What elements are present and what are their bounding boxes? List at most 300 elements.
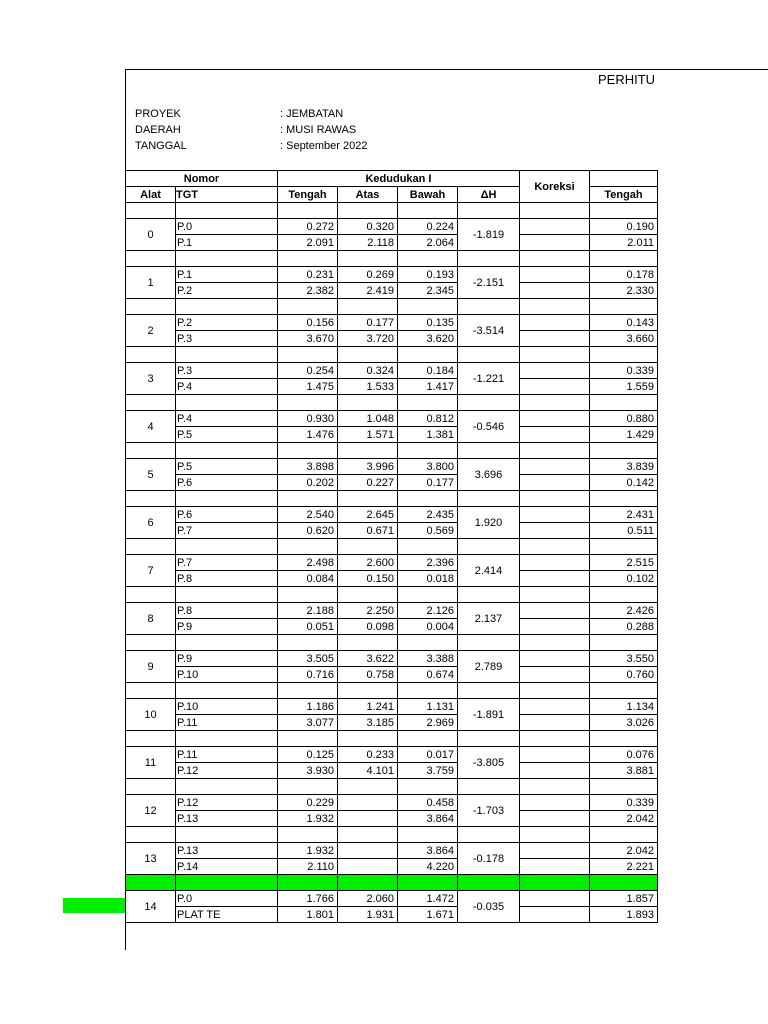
bawah-cell: 0.004 [398, 619, 458, 635]
koreksi-cell [520, 475, 590, 491]
spacer-cell [398, 635, 458, 651]
spacer-cell [398, 731, 458, 747]
tengah-2-cell: 2.426 [590, 603, 658, 619]
tgt-cell: P.4 [176, 411, 278, 427]
bawah-cell: 0.812 [398, 411, 458, 427]
table-row [126, 667, 658, 683]
tengah-cell: 0.930 [278, 411, 338, 427]
spacer-cell [458, 875, 520, 891]
spacer-cell [458, 635, 520, 651]
spacer-cell [126, 299, 176, 315]
koreksi-cell [520, 235, 590, 251]
spacer-row [126, 827, 658, 843]
atas-cell: 0.177 [338, 315, 398, 331]
spacer-cell [278, 203, 338, 219]
bawah-cell: 0.674 [398, 667, 458, 683]
header-kedudukan: Kedudukan I [278, 171, 520, 187]
delta-h-cell: -1.703 [458, 795, 520, 827]
tgt-cell: P.3 [176, 363, 278, 379]
spacer-cell [520, 443, 590, 459]
bawah-cell: 3.620 [398, 331, 458, 347]
atas-cell: 2.060 [338, 891, 398, 907]
tengah-2-cell: 1.429 [590, 427, 658, 443]
alat-cell: 12 [126, 795, 176, 827]
tengah-2-cell: 1.559 [590, 379, 658, 395]
table-row [126, 699, 658, 715]
atas-cell: 0.324 [338, 363, 398, 379]
tengah-2-cell: 2.042 [590, 843, 658, 859]
bawah-cell: 0.017 [398, 747, 458, 763]
spacer-cell [520, 779, 590, 795]
spacer-cell [278, 587, 338, 603]
tengah-2-cell: 0.339 [590, 795, 658, 811]
koreksi-cell [520, 363, 590, 379]
alat-cell: 7 [126, 555, 176, 587]
koreksi-cell [520, 459, 590, 475]
tengah-2-cell: 0.190 [590, 219, 658, 235]
bawah-cell: 1.671 [398, 907, 458, 923]
delta-h-cell: 3.696 [458, 459, 520, 491]
tengah-cell: 0.125 [278, 747, 338, 763]
delta-h-cell: -0.178 [458, 843, 520, 875]
spacer-cell [126, 779, 176, 795]
spacer-row [126, 395, 658, 411]
spacer-cell [126, 731, 176, 747]
spacer-cell [338, 635, 398, 651]
spacer-cell [590, 203, 658, 219]
alat-cell: 1 [126, 267, 176, 299]
tgt-cell: P.11 [176, 715, 278, 731]
spacer-cell [338, 203, 398, 219]
spacer-cell [176, 299, 278, 315]
koreksi-cell [520, 795, 590, 811]
spacer-cell [338, 251, 398, 267]
bawah-cell: 0.569 [398, 523, 458, 539]
tengah-2-cell: 0.143 [590, 315, 658, 331]
alat-cell: 2 [126, 315, 176, 347]
project-label: PROYEK [135, 108, 181, 120]
alat-cell: 9 [126, 651, 176, 683]
tengah-cell: 3.930 [278, 763, 338, 779]
spacer-cell [338, 395, 398, 411]
spacer-row [126, 587, 658, 603]
table-row [126, 459, 658, 475]
table-row [126, 795, 658, 811]
alat-cell: 3 [126, 363, 176, 395]
tengah-cell: 1.801 [278, 907, 338, 923]
tengah-cell: 2.110 [278, 859, 338, 875]
koreksi-cell [520, 283, 590, 299]
bawah-cell: 3.388 [398, 651, 458, 667]
spacer-cell [398, 395, 458, 411]
tengah-2-cell: 3.881 [590, 763, 658, 779]
atas-cell: 3.996 [338, 459, 398, 475]
atas-cell: 2.118 [338, 235, 398, 251]
tengah-2-cell: 3.839 [590, 459, 658, 475]
leveling-table [125, 170, 658, 923]
bawah-cell: 0.458 [398, 795, 458, 811]
header-alat: Alat [126, 187, 176, 203]
table-row [126, 843, 658, 859]
spacer-cell [458, 251, 520, 267]
spacer-cell [590, 299, 658, 315]
spacer-cell [398, 587, 458, 603]
spacer-cell [278, 491, 338, 507]
bawah-cell: 2.345 [398, 283, 458, 299]
tgt-cell: P.11 [176, 747, 278, 763]
tengah-2-cell: 0.880 [590, 411, 658, 427]
spacer-cell [176, 203, 278, 219]
tgt-cell: P.5 [176, 427, 278, 443]
koreksi-cell [520, 219, 590, 235]
spacer-cell [398, 299, 458, 315]
spacer-cell [278, 683, 338, 699]
table-row [126, 523, 658, 539]
koreksi-cell [520, 411, 590, 427]
header-tengah-2: Tengah [590, 187, 658, 203]
spacer-cell [338, 443, 398, 459]
table-row [126, 747, 658, 763]
atas-cell: 1.048 [338, 411, 398, 427]
spacer-cell [458, 203, 520, 219]
tgt-cell: P.0 [176, 219, 278, 235]
spacer-cell [520, 635, 590, 651]
spacer-cell [176, 731, 278, 747]
tengah-2-cell: 0.339 [590, 363, 658, 379]
table-row [126, 331, 658, 347]
tgt-cell: P.1 [176, 267, 278, 283]
tgt-cell: P.7 [176, 523, 278, 539]
tengah-2-cell: 0.076 [590, 747, 658, 763]
tgt-cell: P.10 [176, 699, 278, 715]
table-row [126, 651, 658, 667]
table-row [126, 235, 658, 251]
table-row [126, 907, 658, 923]
table-row [126, 507, 658, 523]
spacer-cell [398, 203, 458, 219]
tgt-cell: P.4 [176, 379, 278, 395]
spacer-cell [590, 395, 658, 411]
spacer-cell [520, 683, 590, 699]
tgt-cell: P.13 [176, 843, 278, 859]
date-value: : September 2022 [280, 140, 368, 152]
spacer-cell [278, 443, 338, 459]
bawah-cell: 2.396 [398, 555, 458, 571]
atas-cell: 0.233 [338, 747, 398, 763]
spacer-cell [126, 539, 176, 555]
spacer-cell [458, 347, 520, 363]
spacer-row [126, 635, 658, 651]
spacer-cell [126, 251, 176, 267]
spacer-cell [590, 491, 658, 507]
delta-h-cell: 2.414 [458, 555, 520, 587]
tengah-2-cell: 2.221 [590, 859, 658, 875]
tengah-cell: 2.498 [278, 555, 338, 571]
table-row [126, 859, 658, 875]
atas-cell: 3.720 [338, 331, 398, 347]
delta-h-cell: -0.546 [458, 411, 520, 443]
spacer-cell [126, 491, 176, 507]
spacer-cell [278, 779, 338, 795]
tengah-2-cell: 2.515 [590, 555, 658, 571]
tengah-2-cell: 3.660 [590, 331, 658, 347]
tgt-cell: P.9 [176, 651, 278, 667]
bawah-cell: 2.126 [398, 603, 458, 619]
tengah-cell: 3.077 [278, 715, 338, 731]
spacer-cell [126, 635, 176, 651]
tgt-cell: P.13 [176, 811, 278, 827]
spacer-cell [176, 443, 278, 459]
spacer-cell [338, 731, 398, 747]
koreksi-cell [520, 331, 590, 347]
atas-cell: 0.269 [338, 267, 398, 283]
spacer-cell [458, 443, 520, 459]
spacer-cell [176, 875, 278, 891]
bawah-cell: 1.381 [398, 427, 458, 443]
atas-cell [338, 811, 398, 827]
header-blank [590, 171, 658, 187]
tgt-cell: PLAT TE [176, 907, 278, 923]
table-row [126, 715, 658, 731]
spacer-cell [176, 347, 278, 363]
spacer-cell [278, 875, 338, 891]
spacer-cell [398, 827, 458, 843]
delta-h-cell: -2.151 [458, 267, 520, 299]
spacer-cell [126, 587, 176, 603]
spacer-cell [398, 779, 458, 795]
tgt-cell: P.5 [176, 459, 278, 475]
table-row [126, 811, 658, 827]
table-row [126, 411, 658, 427]
delta-h-cell: -1.891 [458, 699, 520, 731]
koreksi-cell [520, 427, 590, 443]
row-highlight-stub [63, 898, 125, 913]
spacer-cell [176, 587, 278, 603]
atas-cell: 2.250 [338, 603, 398, 619]
delta-h-cell: -1.819 [458, 219, 520, 251]
koreksi-cell [520, 907, 590, 923]
tengah-2-cell: 2.011 [590, 235, 658, 251]
tengah-2-cell: 1.857 [590, 891, 658, 907]
spacer-cell [176, 635, 278, 651]
area-value: : MUSI RAWAS [280, 124, 357, 136]
spacer-cell [520, 251, 590, 267]
spacer-row [126, 539, 658, 555]
alat-cell: 8 [126, 603, 176, 635]
tengah-cell: 2.091 [278, 235, 338, 251]
spacer-cell [176, 827, 278, 843]
tengah-cell: 0.084 [278, 571, 338, 587]
tgt-cell: P.6 [176, 475, 278, 491]
tgt-cell: P.8 [176, 603, 278, 619]
koreksi-cell [520, 891, 590, 907]
tgt-cell: P.2 [176, 315, 278, 331]
bawah-cell: 3.864 [398, 811, 458, 827]
bawah-cell: 1.417 [398, 379, 458, 395]
tengah-cell: 0.620 [278, 523, 338, 539]
tengah-2-cell: 0.511 [590, 523, 658, 539]
koreksi-cell [520, 571, 590, 587]
atas-cell: 3.622 [338, 651, 398, 667]
spacer-cell [126, 683, 176, 699]
alat-cell: 5 [126, 459, 176, 491]
tengah-2-cell: 2.330 [590, 283, 658, 299]
alat-cell: 4 [126, 411, 176, 443]
atas-cell: 2.645 [338, 507, 398, 523]
tgt-cell: P.14 [176, 859, 278, 875]
spacer-cell [590, 443, 658, 459]
spacer-cell [458, 587, 520, 603]
table-row [126, 363, 658, 379]
atas-cell: 2.419 [338, 283, 398, 299]
spacer-cell [278, 827, 338, 843]
table-row [126, 315, 658, 331]
spacer-cell [520, 491, 590, 507]
table-row [126, 891, 658, 907]
koreksi-cell [520, 699, 590, 715]
table-row [126, 267, 658, 283]
koreksi-cell [520, 619, 590, 635]
koreksi-cell [520, 651, 590, 667]
delta-h-cell: -3.805 [458, 747, 520, 779]
spacer-row [126, 443, 658, 459]
header-delta-h: ΔH [458, 187, 520, 203]
tengah-2-cell: 1.893 [590, 907, 658, 923]
spacer-cell [520, 827, 590, 843]
tgt-cell: P.8 [176, 571, 278, 587]
spacer-cell [278, 347, 338, 363]
spacer-cell [176, 539, 278, 555]
koreksi-cell [520, 747, 590, 763]
spacer-cell [126, 875, 176, 891]
alat-cell: 13 [126, 843, 176, 875]
delta-h-cell: 1.920 [458, 507, 520, 539]
spacer-row [126, 347, 658, 363]
tengah-cell: 0.229 [278, 795, 338, 811]
tengah-cell: 1.476 [278, 427, 338, 443]
header-koreksi: Koreksi [520, 171, 590, 203]
tgt-cell: P.10 [176, 667, 278, 683]
bawah-cell: 3.864 [398, 843, 458, 859]
header-bawah: Bawah [398, 187, 458, 203]
table-row [126, 763, 658, 779]
spacer-cell [590, 587, 658, 603]
spacer-cell [338, 491, 398, 507]
tengah-2-cell: 2.431 [590, 507, 658, 523]
atas-cell [338, 795, 398, 811]
bawah-cell: 1.472 [398, 891, 458, 907]
bawah-cell: 1.131 [398, 699, 458, 715]
atas-cell: 0.227 [338, 475, 398, 491]
spacer-cell [278, 635, 338, 651]
tengah-cell: 1.766 [278, 891, 338, 907]
table-row [126, 555, 658, 571]
atas-cell: 1.241 [338, 699, 398, 715]
tengah-cell: 1.932 [278, 811, 338, 827]
atas-cell: 1.571 [338, 427, 398, 443]
table-row [126, 619, 658, 635]
spacer-cell [278, 539, 338, 555]
tengah-2-cell: 0.760 [590, 667, 658, 683]
spacer-cell [520, 731, 590, 747]
bawah-cell: 4.220 [398, 859, 458, 875]
spacer-cell [126, 347, 176, 363]
tengah-cell: 2.540 [278, 507, 338, 523]
tengah-2-cell: 0.142 [590, 475, 658, 491]
tengah-cell: 2.188 [278, 603, 338, 619]
spacer-cell [176, 779, 278, 795]
tgt-cell: P.12 [176, 795, 278, 811]
spacer-cell [398, 875, 458, 891]
atas-cell: 3.185 [338, 715, 398, 731]
atas-cell: 1.533 [338, 379, 398, 395]
spacer-cell [520, 299, 590, 315]
spacer-cell [278, 299, 338, 315]
bawah-cell: 0.193 [398, 267, 458, 283]
spacer-cell [338, 827, 398, 843]
spacer-cell [520, 875, 590, 891]
koreksi-cell [520, 523, 590, 539]
tengah-cell: 3.898 [278, 459, 338, 475]
tengah-2-cell: 3.550 [590, 651, 658, 667]
table-row [126, 283, 658, 299]
spacer-cell [458, 395, 520, 411]
date-label: TANGGAL [135, 140, 187, 152]
tengah-cell: 1.186 [278, 699, 338, 715]
atas-cell: 2.600 [338, 555, 398, 571]
atas-cell: 0.150 [338, 571, 398, 587]
bawah-cell: 2.064 [398, 235, 458, 251]
table-row [126, 475, 658, 491]
tengah-2-cell: 3.026 [590, 715, 658, 731]
table-row [126, 379, 658, 395]
spacer-cell [176, 683, 278, 699]
spacer-cell [398, 347, 458, 363]
spacer-row [126, 683, 658, 699]
spacer-cell [520, 347, 590, 363]
koreksi-cell [520, 267, 590, 283]
spacer-cell [398, 491, 458, 507]
koreksi-cell [520, 859, 590, 875]
koreksi-cell [520, 603, 590, 619]
koreksi-cell [520, 667, 590, 683]
project-value: : JEMBATAN [280, 108, 344, 120]
bawah-cell: 0.224 [398, 219, 458, 235]
tengah-2-cell: 0.288 [590, 619, 658, 635]
table-row [126, 571, 658, 587]
bawah-cell: 2.435 [398, 507, 458, 523]
koreksi-cell [520, 555, 590, 571]
spacer-row [126, 731, 658, 747]
delta-h-cell: -1.221 [458, 363, 520, 395]
bawah-cell: 2.969 [398, 715, 458, 731]
tengah-cell: 0.202 [278, 475, 338, 491]
koreksi-cell [520, 811, 590, 827]
delta-h-cell: -0.035 [458, 891, 520, 923]
tengah-cell: 1.932 [278, 843, 338, 859]
tengah-cell: 0.272 [278, 219, 338, 235]
atas-cell: 0.320 [338, 219, 398, 235]
tengah-cell: 0.051 [278, 619, 338, 635]
spacer-cell [590, 251, 658, 267]
alat-cell: 11 [126, 747, 176, 779]
spacer-cell [398, 683, 458, 699]
spacer-cell [590, 347, 658, 363]
tgt-cell: P.0 [176, 891, 278, 907]
tgt-cell: P.6 [176, 507, 278, 523]
tengah-2-cell: 0.178 [590, 267, 658, 283]
spacer-cell [590, 539, 658, 555]
